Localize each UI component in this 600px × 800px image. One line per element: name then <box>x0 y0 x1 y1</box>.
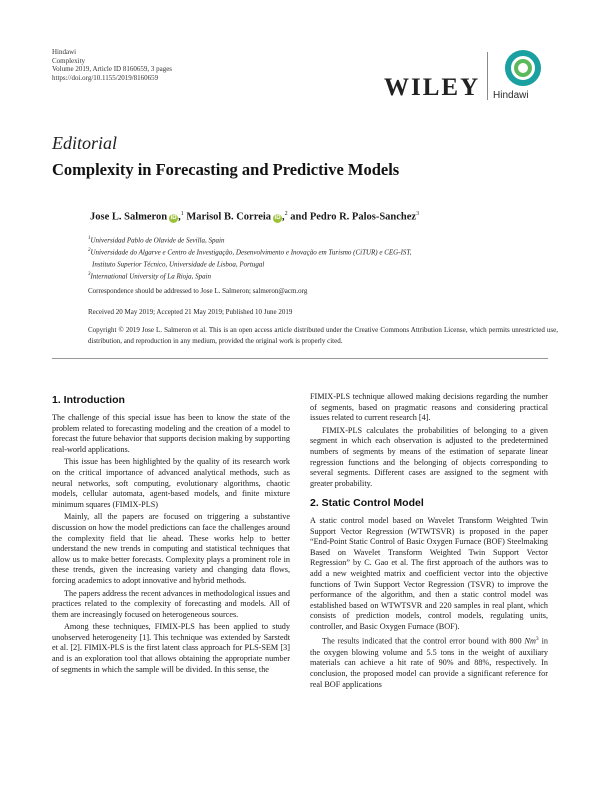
author-1[interactable]: Jose L. Salmeron <box>90 211 168 223</box>
section-heading-introduction: 1. Introduction <box>52 394 125 406</box>
article-type: Editorial <box>52 133 118 153</box>
paragraph: FIMIX-PLS calculates the probabilities of belonging to a given segment in which each observation is adjusted to the predetermined numbers of segments by means of the estimation of separate linear regression functions and the belonging of objects corresponding to several segments. Different cases are assigned to the segment with greater probability. <box>310 425 548 488</box>
hindawi-rings-icon <box>498 48 548 88</box>
hindawi-logo-text: Hindawi <box>493 90 529 101</box>
orcid-icon[interactable]: iD <box>170 214 177 221</box>
orcid-icon[interactable]: iD <box>274 214 281 221</box>
paragraph: This issue has been highlighted by the quality of its research work on the critical importance of advanced analytical methods, such as neural networks, soft computing, evolutionary algorithms, chaotic models, cellular automata, agent-based models, and finite mixture minimum squares (FIMIX-PLS) <box>52 457 290 509</box>
paragraph: A static control model based on Wavelet Transform Weighted Twin Support Vector Regression (WTWTSVR) is proposed in the paper “End-Point Static Control of Basic Oxygen Furnace (BOF) Steelmaking Based on Wavelet Transform Weighted Twin Support Vector Regression” by C. Gao et al. The first approach of the authors was to add a new weighted matrix and coefficient vector into the objective functions of Twin Support Vector Regression (TSVR) to improve the performance of the algorithm, and then a static control model was established based on WTWTSVR and 220 samples in real plant, which consists of prediction models, control models, regulating units, controller, and Basic Oxygen Furnace (BOF). <box>310 515 548 631</box>
header-divider <box>52 358 548 359</box>
paragraph: Among these techniques, FIMIX-PLS has been applied to study unobserved heterogeneity [1]. This technique was extended by Sarstedt et al. [2]. FIMIX-PLS is the first latent class approach for PLS-SEM [3] and is an exploration tool that allows obtaining the appropriate number of segments in which the sample will be divided. In this sense, the <box>52 622 290 674</box>
publisher-name: Hindawi <box>52 48 77 56</box>
paragraph: FIMIX-PLS technique allowed making decisions regarding the number of segments, based on pragmatic reasons and considering practical issues related to current research [4]. <box>310 392 548 423</box>
author-2[interactable]: Marisol B. Correia <box>186 211 272 223</box>
article-title: Complexity in Forecasting and Predictive Models <box>52 160 400 179</box>
section-heading-static-control: 2. Static Control Model <box>310 497 424 510</box>
logo-divider <box>487 52 488 100</box>
affiliation-2-cont: Instituto Superior Técnico, Universidade de Lisboa, Portugal <box>92 260 265 269</box>
affiliation-1: $^1$Universidad Pablo de Olavide de Sevilla, Spain <box>88 236 225 245</box>
paragraph: Mainly, all the papers are focused on triggering a substantive discussion on how the model predictions can face the challenges around the complexity field that lie ahead. These works help to better understand the new trends in computing and statistical techniques that allow us to make better forecasts. Complexity plays a prominent role in these trends, given the increasing variety and changing data flows, forcing academics to adopt innovative and hybrid methods. <box>52 512 290 585</box>
copyright-notice: Copyright © 2019 Jose L. Salmeron et al. This is an open access article distributed under the Creative Commons Attribution License, which permits unrestricted use, distribution, and reproduction in any medium, provided the original work is properly cited. <box>88 326 558 345</box>
volume-info: Volume 2019, Article ID 8160659, 3 pages <box>52 65 173 74</box>
author-3[interactable]: and Pedro R. Palos-Sanchez <box>290 211 417 223</box>
wiley-logo: WILEY <box>384 74 481 101</box>
affiliations <box>88 234 412 283</box>
author-1-sup: 1 <box>180 211 184 217</box>
doi-link[interactable]: https://doi.org/10.1155/2019/8160659 <box>52 73 159 82</box>
journal-name: Complexity <box>52 56 86 65</box>
paragraph: The papers address the recent advances in methodological issues and practices related to the complexity of forecasting and models. All of them are increasingly focused on heterogeneous sources. <box>52 588 290 619</box>
author-3-sup: 3 <box>416 211 420 217</box>
affiliation-2: $^2$Universidade do Algarve e Centro de Investigação, Desenvolvimento e Inovação em Turismo (CiTUR) e CEG-IST, <box>88 248 412 257</box>
right-column <box>310 392 548 692</box>
affiliation-3: $^3$International University of La Rioja, Spain <box>88 272 212 281</box>
publication-dates: Received 20 May 2019; Accepted 21 May 2019; Published 10 June 2019 <box>88 308 293 316</box>
author-2-sup: 2 <box>284 211 288 217</box>
paragraph: The challenge of this special issue has been to know the state of the problem related to forecasting modeling and the creation of a model to forecast the future behavior that supports decision making by supporting real-world applications. <box>52 413 290 454</box>
author-list: Jose L. Salmeron iD ,$^1$ Marisol B. Correia iD ,$^2$ and Pedro R. Palos-Sanchez$^3$ <box>90 211 420 223</box>
left-column <box>52 413 290 677</box>
correspondence: Correspondence should be addressed to Jose L. Salmeron; salmeron@acm.org <box>88 287 308 295</box>
journal-info <box>52 48 172 82</box>
paragraph: The results indicated that the control error bound with 800 Nm$^3$ in the oxygen blowing volume and 5.5 tons in the weight of auxiliary materials can achieve a hit rate of 90% and 88%, respectively. In conclusion, the proposed model can provide a significant reference for real BOF applications <box>310 636 548 689</box>
